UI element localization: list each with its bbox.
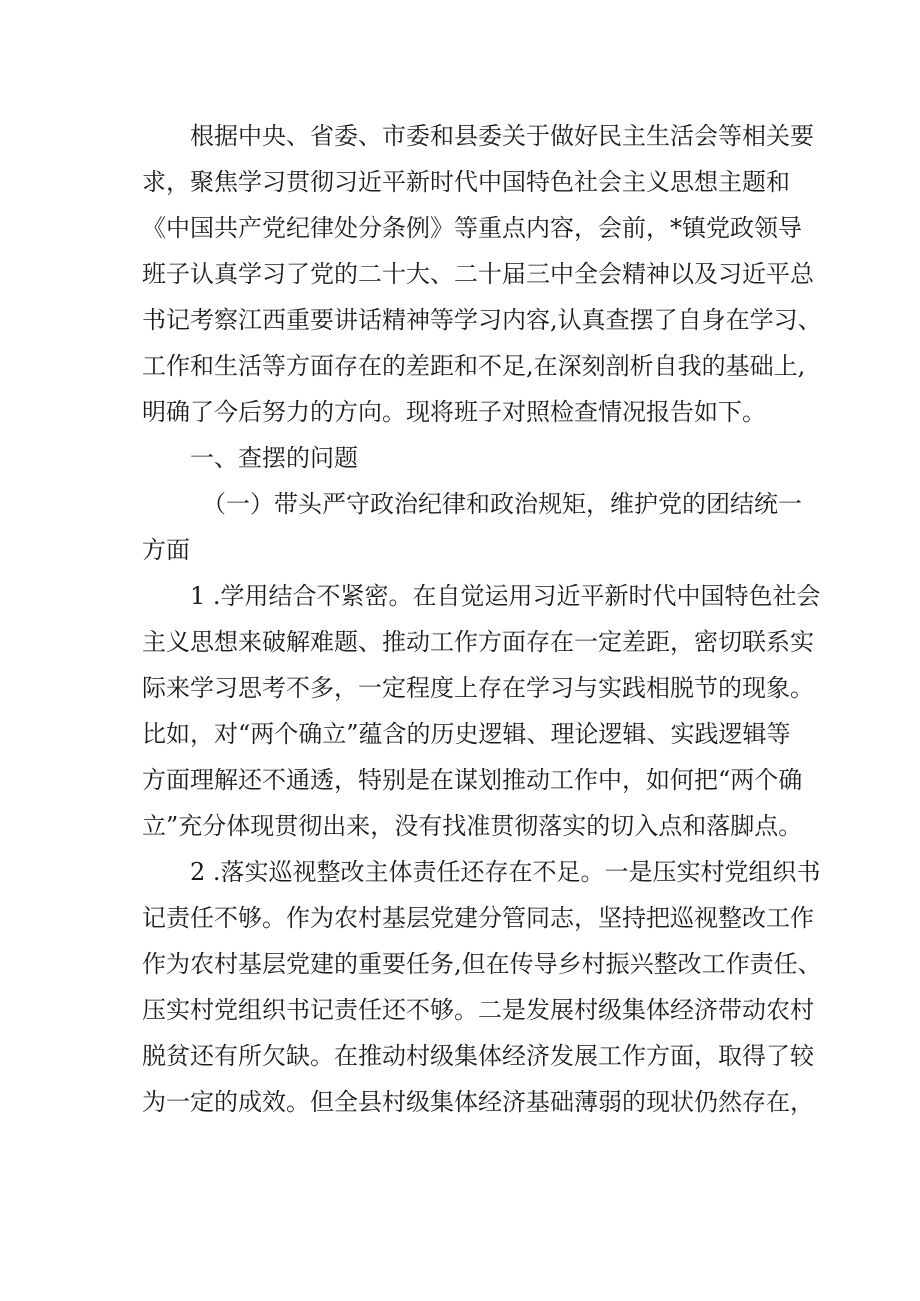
text-line: 工作和生活等方面存在的差距和不足,在深刻剖析自我的基础上, bbox=[142, 352, 806, 380]
intro-paragraph bbox=[142, 113, 822, 435]
text-line: 求，聚焦学习贯彻习近平新时代中国特色社会主义思想主题和 bbox=[142, 168, 790, 196]
text-line: 为一定的成效。但全县村级集体经济基础薄弱的现状仍然存在， bbox=[142, 1088, 814, 1116]
text-line: 际来学习思考不多，一定程度上存在学习与实践相脱节的现象。 bbox=[142, 674, 814, 702]
text-line: 书记考察江西重要讲话精神等学习内容,认真查摆了自身在学习、 bbox=[142, 306, 822, 334]
subsection-title-continued: 方面 bbox=[142, 536, 190, 564]
text-line: 记责任不够。作为农村基层党建分管同志，坚持把巡视整改工作 bbox=[142, 904, 814, 932]
text-line: 班子认真学习了党的二十大、二十届三中全会精神以及习近平总 bbox=[142, 260, 814, 288]
text-line: 比如，对“两个确立”蕴含的历史逻辑、理论逻辑、实践逻辑等 bbox=[142, 720, 791, 748]
text-line: 《中国共产党纪律处分条例》等重点内容，会前，*镇党政领导 bbox=[142, 214, 802, 242]
text-line: 立”充分体现贯彻出来，没有找准贯彻落实的切入点和落脚点。 bbox=[142, 812, 803, 840]
text-line: 明确了今后努力的方向。现将班子对照检查情况报告如下。 bbox=[142, 398, 766, 426]
text-line: 压实村党组织书记责任还不够。二是发展村级集体经济带动农村 bbox=[142, 996, 814, 1024]
text-line: 方面理解还不通透，特别是在谋划推动工作中，如何把“两个确 bbox=[142, 766, 803, 794]
section-heading bbox=[142, 435, 787, 481]
item-2-paragraph bbox=[142, 849, 822, 1125]
subsection-title: （一）带头严守政治纪律和政治规矩，维护党的团结统一 bbox=[202, 490, 802, 518]
text-line: 脱贫还有所欠缺。在推动村级集体经济发展工作方面，取得了较 bbox=[142, 1042, 814, 1070]
text-line: 根据中央、省委、市委和县委关于做好民主生活会等相关要 bbox=[190, 122, 814, 150]
text-line: 2 .落实巡视整改主体责任还存在不足。一是压实村党组织书 bbox=[190, 858, 821, 886]
text-line: 主义思想来破解难题、推动工作方面存在一定差距，密切联系实 bbox=[142, 628, 814, 656]
subsection-heading bbox=[142, 481, 802, 573]
section-title: 一、查摆的问题 bbox=[190, 444, 358, 472]
text-line: 1 .学用结合不紧密。在自觉运用习近平新时代中国特色社会 bbox=[190, 582, 821, 610]
document-body bbox=[142, 113, 822, 1125]
text-line: 作为农村基层党建的重要任务,但在传导乡村振兴整改工作责任、 bbox=[142, 950, 822, 978]
item-1-paragraph bbox=[142, 573, 821, 849]
